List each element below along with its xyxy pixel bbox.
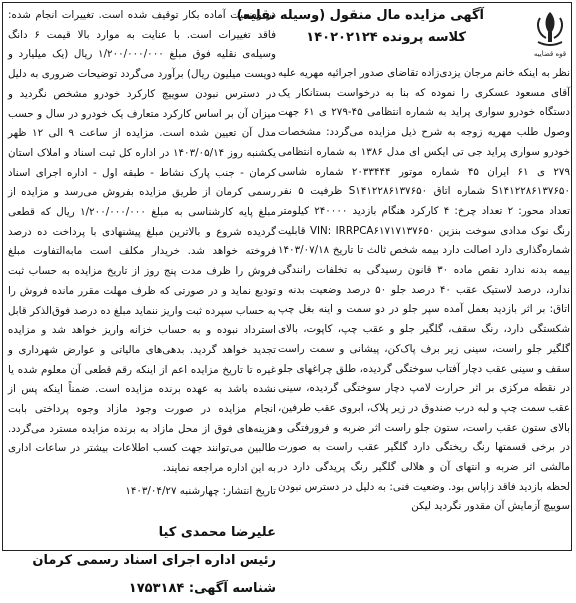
right-column — [236, 6, 571, 517]
publish-date-value: ۱۴۰۳/۰۴/۲۷ — [125, 484, 177, 497]
notice-header — [236, 6, 570, 64]
publish-date — [8, 481, 276, 501]
case-number-line — [306, 30, 466, 45]
emblem-caption: قوه قضاییه — [533, 50, 567, 58]
ad-id-value: ۱۷۵۳۱۸۴ — [128, 580, 185, 596]
signatory-name: علیرضا محمدی کیا — [158, 524, 276, 540]
signature-block — [8, 519, 276, 603]
ad-id-label: شناسه آگهی: — [188, 580, 276, 596]
case-number: ۱۴۰۲۰۲۱۲۴ — [306, 30, 378, 45]
notice-title: آگهی مزایده مال منقول (وسیله نقلیه) — [236, 8, 484, 23]
publish-date-label: تاریخ انتشار: چهارشنبه — [179, 484, 276, 497]
case-label: کلاسه پرونده — [382, 30, 466, 45]
left-body-text: در وضعیت آماده بکار توقیف شده است. تغییرات انجام شده: فاقد تغییرات است. با عنایت به موارد بالا قیمت ۶ دانگ وسیله‌ی نقلیه فوق مبلغ ۱/۲۰۰/۰۰۰/۰۰۰ ریال (یک میلیارد و دویست میلیون ریال) برآورد می‌گردد توضیحات ضروری به دلیل در دسترس نبودن سوییچ کارکرد خودرو مشخص نگردید و میزان آن بر اساس کارکرد متعارف یک خودرو در سال و حسب مدل آن تعیین شده است. مزایده از ساعت ۹ الی ۱۲ ظهر یکشنبه روز ۱۴۰۳/۰۵/۱۴ در اداره کل ثبت اسناد و املاک استان کرمان - جنب پارک نشاط - طبقه اول - اداره اجرای اسناد رسمی کرمان از طریق مزایده بفروش می‌رسد و مزایده از مبلغ پایه کارشناسی به مبلغ ۱/۲۰۰/۰۰۰/۰۰۰ ریال که قطعی گردیده شروع و بالاترین مبلغ پیشنهادی با پرداخت ده درصد فروخته خواهد شد. خریدار مکلف است مابه‌التفاوت مبلغ فروش را ظرف مدت پنج روز از تاریخ مزایده به حساب ثبت تودیع نماید و در صورتی که ظرف مهلت مقرر مانده فروش را به حساب سپرده ثبت واریز ننماید مبلغ ده درصد فوق‌الذکر قابل استرداد نبوده و به حساب خزانه واریز خواهد شد و مزایده تجدید خواهد گردید. بدهی‌های مالیاتی و عوارض شهرداری و غیره تا تاریخ مزایده اعم از اینکه رقم قطعی آن معلوم شده یا نشده باشد به عهده برنده مزایده است. ضمناً اینکه پس از انجام مزایده در صورت وجود مازاد وجوه پرداختی بابت هزینه‌های فوق از محل مازاد به برنده مزایده مسترد می‌گردد. طالبین می‌توانند جهت کسب اطلاعات بیشتر در ساعات اداری به این اداره مراجعه نمایند. — [8, 9, 276, 475]
right-body-text: نظر به اینکه خانم مرجان یزدی‌زاده تقاضای صدور اجرائیه مهریه علیه آقای مسعود عسکری را نموده که بنا به درخواست بستانکار یک دستگاه خودرو سواری پراید به شماره انتظامی ۴۵-۲۷۹ ی ۶۱ جهت وصول طلب مهریه زوجه به شرح ذیل مزایده می‌گردد: مشخصات خودرو سواری پراید جی تی ایکس ای مدل ۱۳۸۶ به شماره انتظامی ۲۷۹ ی ۶۱ ایران ۴۵ شماره موتور ۲۰۳۳۴۴۴ شماره شاسی S۱۴۱۲۲۸۶۱۳۷۶۵۰ شماره اتاق S۱۴۱۲۲۸۶۱۳۷۶۵۰ ظرفیت ۵ نفر تعداد محور: ۲ تعداد چرخ: ۴ کارکرد هنگام بازدید ۲۴۰۰۰۰ کیلومتر رنگ نوک مدادی سوخت بنزین VIN: IRRPCA۶۱۷۱۷۱۳۷۶۵۰ قابلیت شماره‌گذاری دارد اصالت دارد بیمه شخص ثالث تا تاریخ ۱۴۰۳/۰۷/۱۸ بیمه بدنه ندارد نقص ماده ۳۰ قانون رسیدگی به تخلفات رانندگی ندارد، درصد لاستیک عقب ۴۰ درصد جلو ۵۰ درصد وضعیت بدنه و اتاق: بر اثر بازدید بعمل آمده سپر جلو در دو سمت و اینه بغل چپ شکستگی دارد، رنگ سقف، گلگیر جلو و عقب چپ، کاپوت، بالای گلگیر جلو راست، سینی زیر برف پاک‌کن، پیشانی و سمت راست سقف و سینی عقب دچار آفتاب سوختگی گردیده، طلق چراغهای جلو در نقطه مرکزی بر اثر حرارت لامپ دچار سوختگی گردیده، سینی عقب سمت چپ و لبه درب صندوق در زیر پلاک، ابروی عقب طرفین، بالای ستون عقب راست، ستون جلو راست اثر ضربه و فرورفتگی و در برخی قسمتها رنگ ریختگی دارد گلگیر عقب راست به صورت مالشی اثر ضربه و انتهای آن و هلالی گلگیر رنگ پریدگی دارد در لحظه بازدید فاقد زاپاس بود. وضعیت فنی: به دلیل در دسترس نبودن سوییچ آزمایش آن مقدور نگردید لیکن — [278, 67, 571, 513]
left-column — [8, 6, 276, 603]
judiciary-emblem-icon — [530, 8, 570, 60]
ad-id — [8, 575, 276, 603]
signatory-role: رئیس اداره اجرای اسناد رسمی کرمان — [32, 552, 276, 568]
